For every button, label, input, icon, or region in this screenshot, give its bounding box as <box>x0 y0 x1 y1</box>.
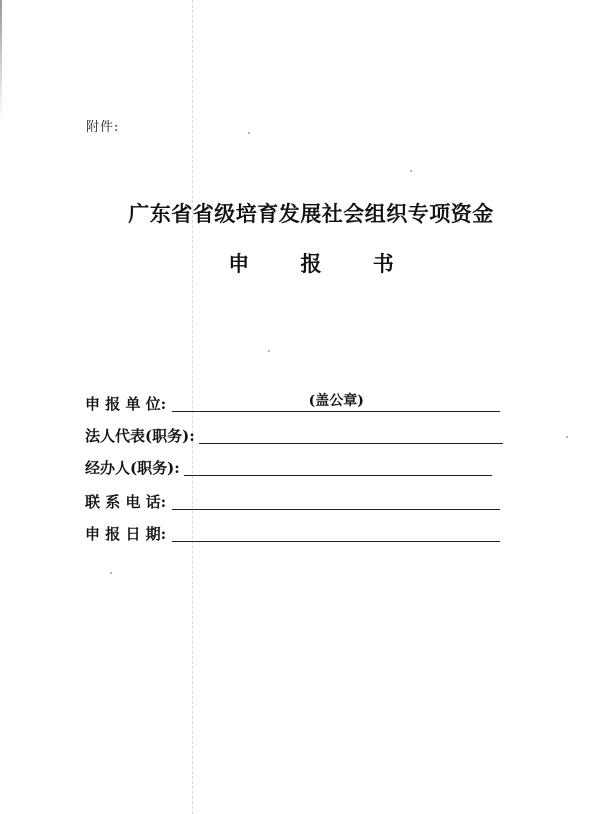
date-label: 申 报 日 期: <box>85 525 167 543</box>
scan-speck <box>268 350 270 352</box>
form-row-date <box>85 520 500 544</box>
applicant-unit-label: 申 报 单 位: <box>85 395 167 413</box>
phone-field[interactable] <box>172 491 500 510</box>
seal-placeholder: (盖公章) <box>308 393 364 409</box>
phone-label: 联 系 电 话: <box>85 493 167 511</box>
form-row-applicant-unit <box>85 390 500 414</box>
scan-speck <box>110 572 112 574</box>
applicant-unit-field[interactable] <box>172 393 500 412</box>
form-row-legal-rep <box>85 422 503 446</box>
attachment-label: 附件: <box>86 120 120 135</box>
handler-field[interactable] <box>184 457 492 476</box>
legal-rep-field[interactable] <box>199 425 503 444</box>
date-field[interactable] <box>172 523 500 542</box>
handler-label: 经办人(职务): <box>85 459 180 477</box>
scan-speck <box>410 170 412 172</box>
form-row-phone <box>85 488 500 512</box>
form-row-handler <box>85 454 492 478</box>
document-subtitle: 申 报 书 <box>228 251 416 276</box>
legal-rep-label: 法人代表(职务): <box>85 427 195 445</box>
scan-edge-shadow <box>0 0 2 120</box>
scan-speck <box>248 132 250 134</box>
document-title: 广东省省级培育发展社会组织专项资金 <box>128 201 494 226</box>
scan-speck <box>566 436 568 438</box>
